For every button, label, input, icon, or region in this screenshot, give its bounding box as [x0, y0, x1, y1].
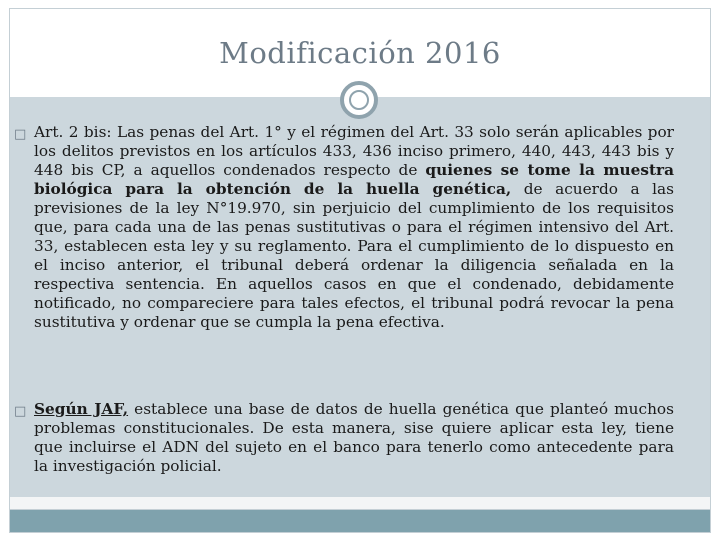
checkbox-bullet-icon: □ [14, 127, 27, 142]
footer-band [10, 510, 710, 532]
bullet-2 [14, 400, 674, 476]
bullet-1-part-3: de acuerdo a las previsiones de la ley N°19.970, sin perjuicio del cumplimiento de los requisitos que, para cada una de las penas sustitutivas o para el régimen intensivo del Art. 33, establecen esta ley y su reglamento. Para el cumplimiento de lo dispuesto en el inciso anterior, el tribunal deberá ordenar la diligencia señalada en la respectiva sentencia. En aquellos casos en que el condenado, debidamente notificado, no compareciere para tales efectos, el tribunal podrá revocar la pena sustitutiva y ordenar que se cumpla la pena efectiva. [34, 180, 674, 331]
bullet-1 [14, 123, 674, 332]
bullet-2-text [34, 400, 674, 476]
bullet-1-text [34, 123, 674, 332]
bullet-2-part-1: Según JAF, [34, 400, 129, 418]
checkbox-bullet-icon: □ [14, 404, 27, 419]
bullet-1-part-2: quienes se tome la muestra biológica para la obtención de la huella genética, [34, 161, 675, 198]
ring-ornament-icon [340, 81, 378, 119]
slide-title: Modificación 2016 [219, 36, 501, 70]
bullet-2-part-2: establece una base de datos de huella genética que planteó muchos problemas constitucionales. De esta manera, sise quiere aplicar esta ley, tiene que incluirse el ADN del sujeto en el banco para tenerlo como antecedente para la investigación policial. [34, 400, 674, 475]
bullet-1-part-1: Art. 2 bis: Las penas del Art. 1° y el régimen del Art. 33 solo serán aplicables por los delitos previstos en los artículos 433, 436 inciso primero, 440, 443, 443 bis y 448 bis CP, a aquellos condenados respecto de [34, 123, 674, 179]
